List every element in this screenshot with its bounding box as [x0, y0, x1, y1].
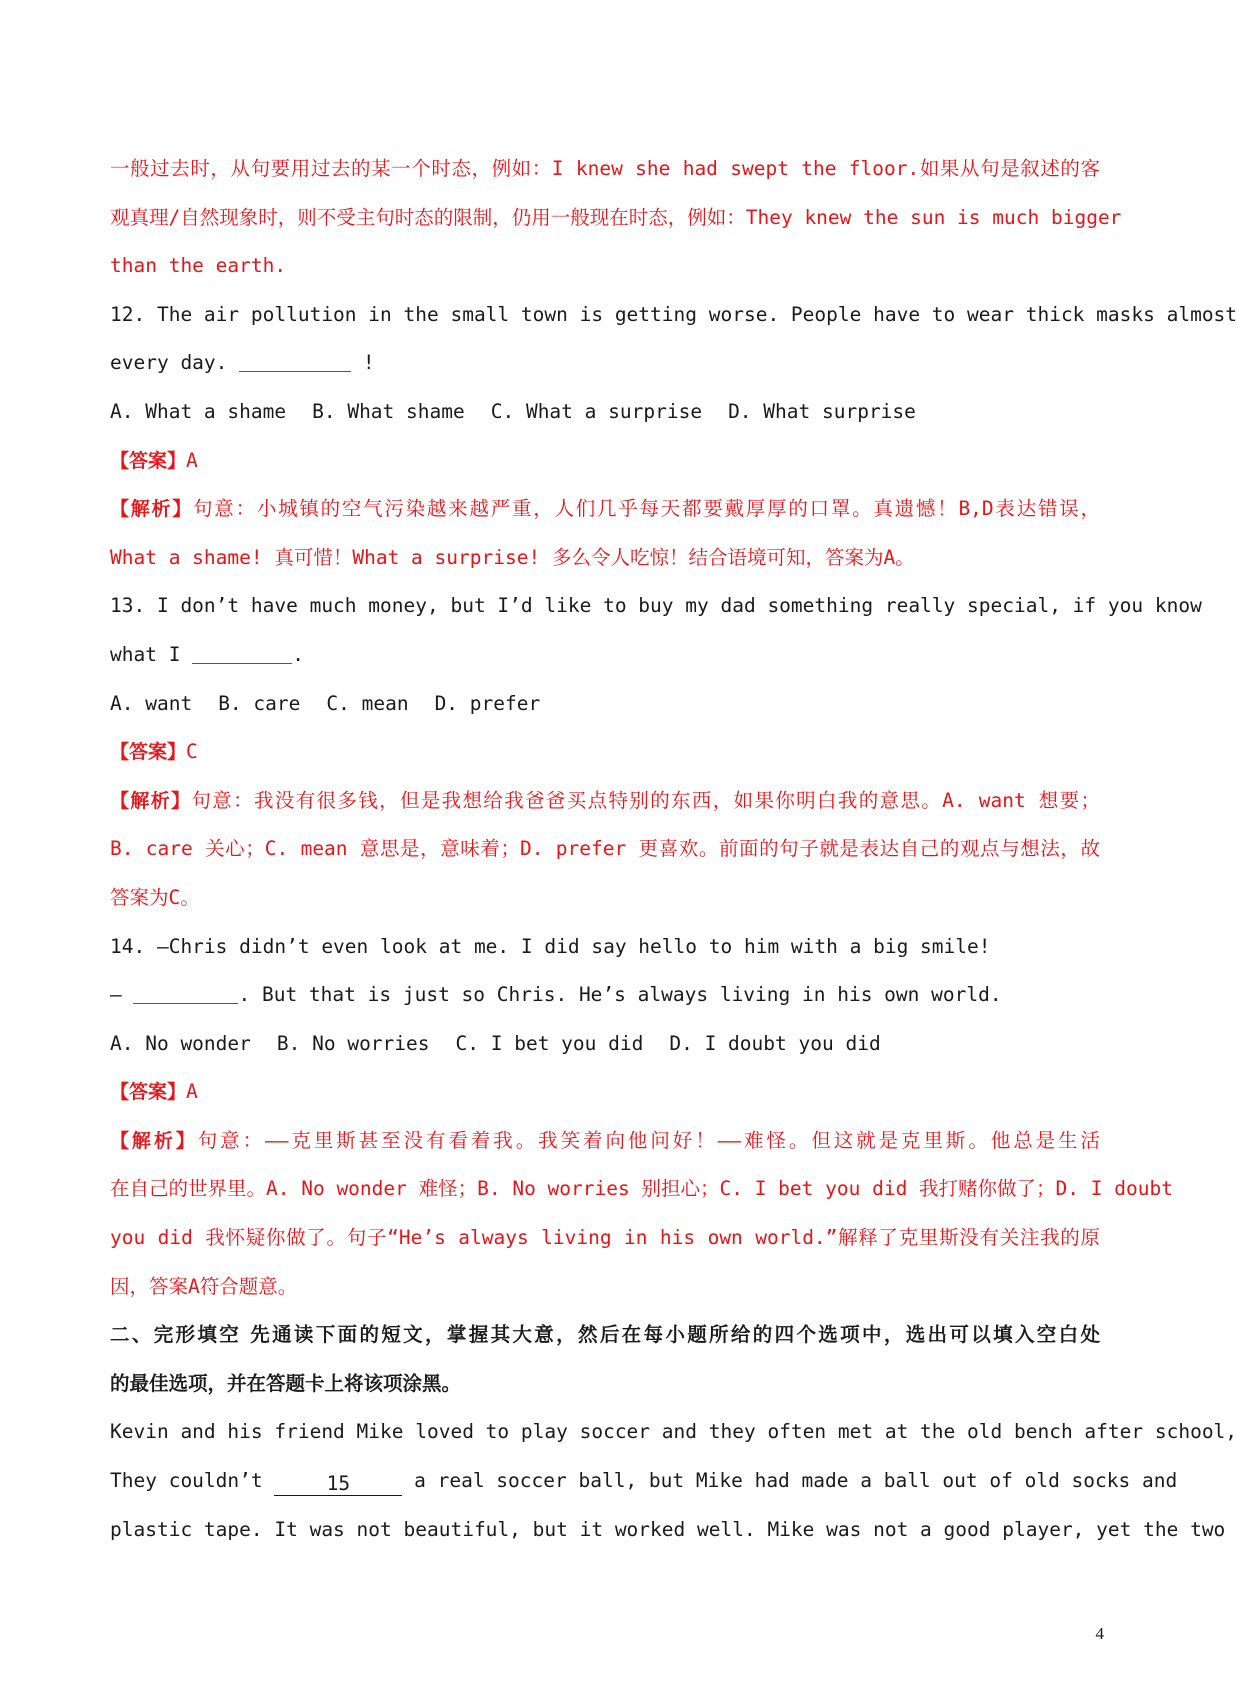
question-12-answer: 【答案】A: [110, 448, 198, 472]
option-d: D. prefer: [434, 691, 541, 715]
page-number: 4: [1095, 1624, 1104, 1643]
passage-line: plastic tape. It was not beautiful, but it worked well. Mike was not a good player, yet the two: [110, 1517, 1226, 1541]
question-13-explanation: 【解析】句意：我没有很多钱，但是我想给我爸爸买点特别的东西，如果你明白我的意思。A. want 想要；: [110, 788, 1100, 812]
question-12-stem-cont: every day. !: [110, 351, 375, 375]
question-12-explanation: 【解析】句意：小城镇的空气污染越来越严重，人们几乎每天都要戴厚厚的口罩。真遗憾！B,D表达错误，: [110, 497, 1100, 521]
section-title-cont: 的最佳选项，并在答题卡上将该项涂黑。: [110, 1371, 462, 1395]
option-a: A. want: [110, 691, 193, 715]
option-d: D. I doubt you did: [669, 1031, 881, 1055]
question-13-answer: 【答案】C: [110, 740, 198, 764]
option-d: D. What surprise: [728, 399, 916, 423]
option-b: B. What shame: [312, 399, 465, 423]
prev-explanation-line: than the earth.: [110, 254, 287, 278]
question-12-options: [110, 388, 1100, 437]
answer-blank: [133, 981, 238, 1004]
option-b: B. care: [218, 691, 301, 715]
question-12-explanation-cont: What a shame! 真可惜！What a surprise! 多么令人吃惊！结合语境可知，答案为A。: [110, 545, 915, 569]
document-page: [110, 145, 1237, 1554]
question-13-options: [110, 680, 1100, 729]
question-14-explanation-cont: you did 我怀疑你做了。句子“He’s always living in his own world.”解释了克里斯没有关注我的原: [110, 1226, 1100, 1250]
option-b: B. No worries: [276, 1031, 430, 1055]
question-14-answer: 【答案】A: [110, 1080, 198, 1104]
question-14-stem: 14. —Chris didn’t even look at me. I did say hello to him with a big smile!: [110, 934, 991, 958]
question-14-explanation-cont: 因，答案A符合题意。: [110, 1274, 298, 1298]
prev-explanation-line: 一般过去时，从句要用过去的某一个时态，例如：I knew she had swept the floor.如果从句是叙述的客: [110, 157, 1100, 180]
question-13-stem: 13. I don’t have much money, but I’d like to buy my dad something really special, if you know: [110, 594, 1202, 618]
option-a: A. What a shame: [110, 399, 287, 423]
question-13-stem-cont: what I .: [110, 642, 304, 666]
option-c: C. I bet you did: [455, 1031, 644, 1055]
answer-blank: [239, 349, 351, 372]
passage-line: They couldn’t 15 a real soccer ball, but Mike had made a ball out of old socks and: [110, 1469, 1178, 1496]
option-c: C. mean: [326, 691, 409, 715]
section-title: 二、完形填空 先通读下面的短文，掌握其大意，然后在每小题所给的四个选项中，选出可以填入空白处: [110, 1323, 1100, 1347]
question-14-options: [110, 1020, 1100, 1069]
question-14-explanation-cont: 在自己的世界里。A. No wonder 难怪；B. No worries 别担心；C. I bet you did 我打赌你做了；D. I doubt: [110, 1177, 1173, 1201]
option-a: A. No wonder: [110, 1031, 251, 1055]
question-13-explanation-cont: B. care 关心；C. mean 意思是，意味着；D. prefer 更喜欢。前面的句子就是表达自己的观点与想法，故: [110, 837, 1100, 861]
question-13-explanation-cont: 答案为C。: [110, 885, 200, 909]
option-c: C. What a surprise: [490, 399, 703, 423]
question-12-stem: 12. The air pollution in the small town is getting worse. People have to wear thick masks almost: [110, 302, 1237, 326]
cloze-blank-15: 15: [274, 1473, 402, 1496]
question-14-explanation: 【解析】句意：——克里斯甚至没有看着我。我笑着向他问好！——难怪。但这就是克里斯。他总是生活: [110, 1128, 1100, 1152]
question-14-stem-cont: — . But that is just so Chris. He’s always living in his own world.: [110, 983, 1002, 1007]
answer-blank: [192, 641, 292, 664]
prev-explanation-line: 观真理/自然现象时，则不受主句时态的限制，仍用一般现在时态，例如：They knew the sun is much bigger: [110, 205, 1122, 229]
passage-line: Kevin and his friend Mike loved to play soccer and they often met at the old bench after school,: [110, 1420, 1237, 1444]
